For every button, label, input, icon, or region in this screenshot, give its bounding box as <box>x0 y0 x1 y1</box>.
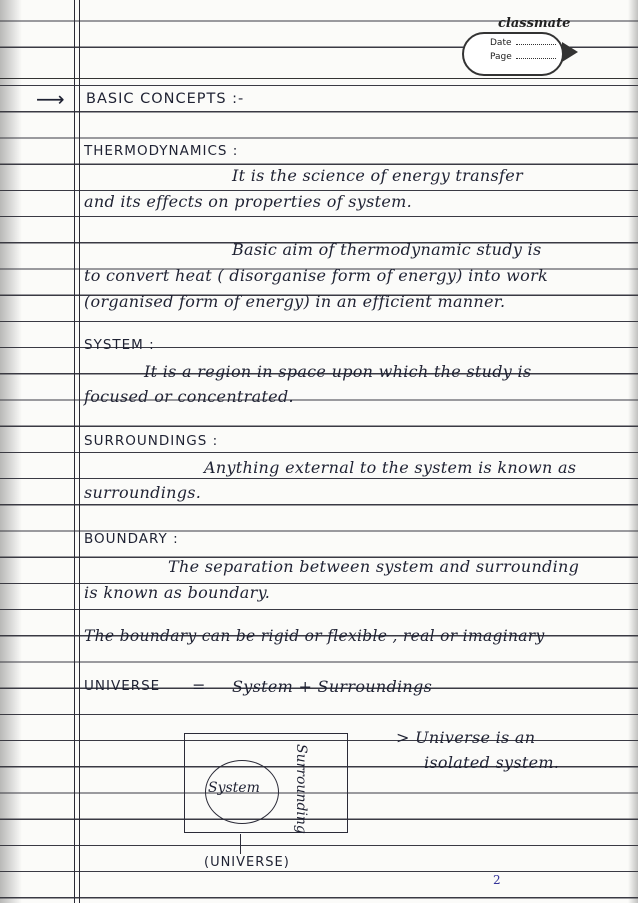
boundary-line-1: The separation between system and surrounding <box>168 557 580 576</box>
margin-line-right <box>79 0 80 903</box>
page-label: Page <box>490 52 512 62</box>
page-title: BASIC CONCEPTS :- <box>86 91 245 107</box>
header-rule <box>0 78 638 79</box>
surrounding-label: Surrounding <box>293 744 309 834</box>
universe-equals: = <box>192 677 206 696</box>
diagram-caption: (UNIVERSE) <box>204 855 290 870</box>
date-label: Date <box>490 38 512 48</box>
diagram-stem <box>240 834 241 854</box>
date-field <box>490 38 556 48</box>
thermo-line-3: Basic aim of thermodynamic study is <box>232 240 542 259</box>
scan-shadow-left <box>0 0 22 903</box>
surroundings-heading: SURROUNDINGS : <box>84 433 219 449</box>
universe-note-1: > Universe is an <box>396 728 536 747</box>
thermo-line-4: to convert heat ( disorganise form of energy) into work <box>84 266 549 285</box>
logo-brand: classmate <box>498 16 571 31</box>
classmate-logo <box>456 12 588 74</box>
thermo-line-2: and its effects on properties of system. <box>84 192 412 211</box>
page-field <box>490 52 556 62</box>
system-line-2: focused or concentrated. <box>84 387 294 406</box>
thermo-line-1: It is the science of energy transfer <box>232 166 523 185</box>
margin-line-left <box>74 0 75 903</box>
surroundings-line-1: Anything external to the system is known as <box>204 458 577 477</box>
universe-heading: UNIVERSE <box>84 678 161 694</box>
system-label: System <box>208 780 260 796</box>
logo-arrow-icon <box>562 42 578 62</box>
arrow-bullet-icon: ⟶ <box>36 87 65 111</box>
scan-shadow-right <box>628 0 638 903</box>
system-line-1: It is a region in space upon which the study is <box>144 362 532 381</box>
boundary-heading: BOUNDARY : <box>84 531 179 547</box>
boundary-line-3: The boundary can be rigid or flexible , real or imaginary <box>84 627 545 645</box>
thermo-line-5: (organised form of energy) in an efficient manner. <box>84 292 506 311</box>
thermo-heading: THERMODYNAMICS : <box>84 143 239 159</box>
boundary-line-2: is known as boundary. <box>84 583 271 602</box>
universe-note-2: isolated system. <box>424 753 560 772</box>
universe-diagram <box>184 733 348 833</box>
page-number: 2 <box>493 873 501 887</box>
system-heading: SYSTEM : <box>84 337 155 353</box>
surroundings-line-2: surroundings. <box>84 483 202 502</box>
universe-equation: System + Surroundings <box>232 677 433 696</box>
